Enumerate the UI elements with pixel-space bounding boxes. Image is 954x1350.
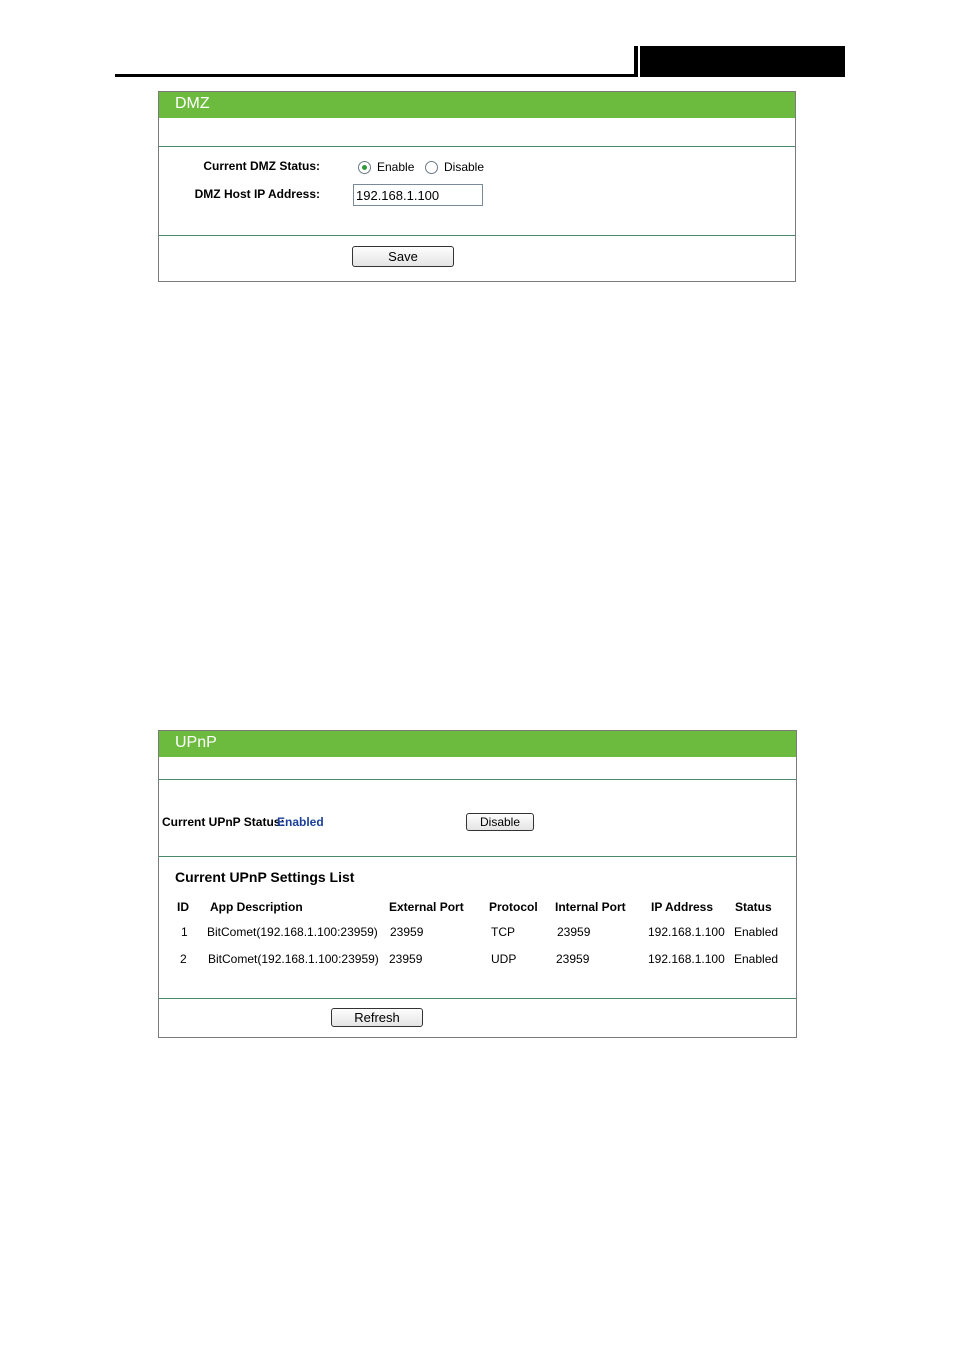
dmz-host-ip-label: DMZ Host IP Address: — [194, 187, 320, 201]
cell-id: 1 — [181, 925, 188, 939]
column-header-app-description: App Description — [210, 900, 303, 914]
upnp-status-value: Enabled — [277, 815, 324, 829]
column-header-internal-port: Internal Port — [555, 900, 626, 914]
column-header-id: ID — [177, 900, 189, 914]
divider — [159, 998, 796, 999]
divider — [159, 856, 796, 857]
dmz-panel — [158, 91, 796, 282]
upnp-disable-button[interactable]: Disable — [466, 813, 534, 831]
divider — [159, 235, 795, 236]
cell-external-port: 23959 — [390, 925, 424, 939]
disable-radio[interactable] — [425, 161, 438, 174]
column-header-status: Status — [735, 900, 772, 914]
column-header-ip-address: IP Address — [651, 900, 714, 914]
upnp-list-title: Current UPnP Settings List — [175, 869, 355, 885]
upnp-panel — [158, 730, 797, 1038]
upnp-title: UPnP — [159, 731, 796, 757]
cell-internal-port: 23959 — [556, 952, 590, 966]
cell-app-description: BitComet(192.168.1.100:23959) — [208, 952, 379, 966]
upnp-status-label: Current UPnP Status: — [162, 815, 285, 829]
cell-status: Enabled — [734, 925, 779, 939]
disable-radio-label[interactable]: Disable — [444, 160, 485, 174]
cell-protocol: TCP — [491, 925, 515, 939]
divider — [159, 779, 796, 780]
enable-radio-label[interactable]: Enable — [377, 160, 415, 174]
refresh-button[interactable]: Refresh — [331, 1008, 423, 1027]
enable-radio[interactable] — [358, 161, 371, 174]
save-button[interactable]: Save — [352, 246, 454, 267]
dmz-title: DMZ — [159, 92, 795, 118]
cell-ip-address: 192.168.1.100 — [648, 952, 725, 966]
cell-protocol: UDP — [491, 952, 517, 966]
cell-ip-address: 192.168.1.100 — [648, 925, 725, 939]
dmz-host-ip-input[interactable]: 192.168.1.100 — [353, 184, 483, 206]
cell-id: 2 — [180, 952, 187, 966]
cell-internal-port: 23959 — [557, 925, 591, 939]
cell-status: Enabled — [734, 952, 779, 966]
cell-external-port: 23959 — [389, 952, 423, 966]
column-header-external-port: External Port — [389, 900, 464, 914]
dmz-status-label: Current DMZ Status: — [203, 159, 320, 173]
divider — [159, 146, 795, 147]
column-header-protocol: Protocol — [489, 900, 538, 914]
cell-app-description: BitComet(192.168.1.100:23959) — [207, 925, 378, 939]
page-header-block — [634, 46, 845, 77]
